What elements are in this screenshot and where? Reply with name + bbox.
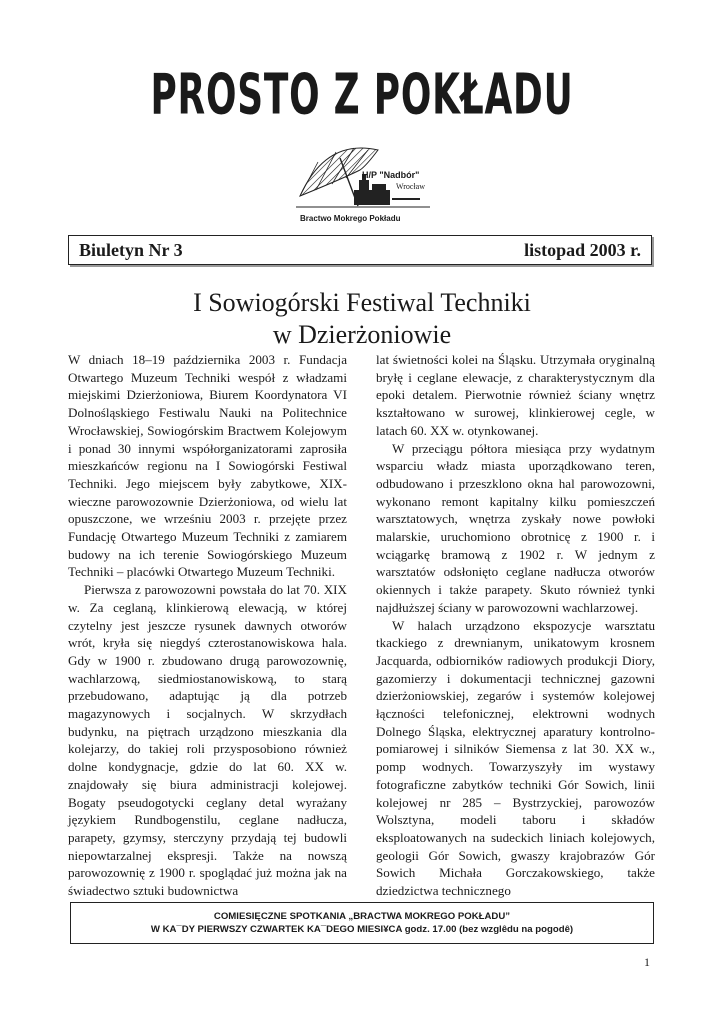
masthead-title: PROSTO Z POKŁADU [150,61,574,128]
issue-bar [68,235,652,265]
notice-line1: COMIESIĘCZNE SPOTKANIA „BRACTWA MOKREGO POKŁADU” [213,911,511,922]
issue-number: Biuletyn Nr 3 [79,239,183,260]
paragraph: Pierwsza z parowozowni powstała do lat 70. XIX w. Za ceglaną, klinkierową elewacją, w której czytelny jest jeszcze rysunek dawnych otworów wrót, kryła się niegdyś czterostanowiskowa hala. Gdy w 1900 r. zbudowano drugą parowozownię, wachlarzową, siedmiostanowiskową, to starą przebudowano, adaptując ją dla potrzeb magazynowych i socjalnych. W skrzydłach budynku, na piętrach urządzono mieszkania dla kolejarzy, do takiej roli przysposobiono również dolne kondygnacje, gdzie do lat 60. XX w. znajdowały się biura administracji kolejowej. Bogaty pseudogotycki ceglany detal wyrażany językiem Rundbogenstilu, ceglane nadłucza, parapety, gzymsy, sterczyny przydają tej budowli niepowtarzalnej ekspresji. Także na nowszą parowozownię z 1900 r. spoglądać już można jak na świadectwo sztuki budownictwa [68,582,347,899]
article-column-right [376,351,655,900]
meetings-notice [70,902,654,944]
issue-date: listopad 2003 r. [524,239,641,260]
article-title-line2: w Dzierżoniowie [272,320,452,349]
paragraph: W halach urządzono ekspozycje warsztatu tkackiego z drewnianym, unikatowym krosnem Jacquarda, odbiorników radiowych produkcji Diory, gazomierzy i dokumentacji technicznej gazowni dzierżoniowskiej, zegarów i systemów kolejowej łączności telefonicznej, elektrowni wodnych Dolnego Śląska, elektrycznej aparatury kontrolno-pomiarowej i silników Siemensa z lat 30. XX w., pomp wodnych. Towarzyszyły im wystawy fotograficzne zabytków techniki Gór Sowich, linii kolejowej nr 285 – Bystrzyckiej, parowozów Wolsztyna, modeli taboru i składów eksploatowanych na sudeckich liniach kolejowych, geologii Gór Sowich, gwaszy krajobrazów Gór Sowich Michała Gorczakowskiego, także dziedzictwa technicznego [376,617,655,899]
article-title-line1: I Sowiogórski Festiwal Techniki [193,288,531,317]
club-logo [296,144,436,226]
masthead [0,61,724,128]
brotherhood-name: Bractwo Mokrego Pokładu [300,214,401,223]
page-number: 1 [644,955,650,969]
paragraph: W dniach 18–19 października 2003 r. Fundacja Otwartego Muzeum Techniki wespół z władzami miejskimi Dzierżoniowa, Biurem Koordynatora VI Dolnośląskiego Festiwalu Nauki na Politechnice Wrocławskiej, Sowiogórskim Bractwem Kolejowym i ponad 30 innymi współorganizatorami zaprosiła mieszkańców regionu na I Sowiogórski Festiwal Techniki. Jego miejscem były zabytkowe, XIX-wieczne parowozownie Dzierżoniowa, od wielu lat opuszczone, we wrześniu 2003 r. przejęte przez Fundację Otwartego Muzeum Techniki z zamiarem budowy na ich terenie Sowiogórskiego Muzeum Techniki – placówki Otwartego Muzeum Techniki. [68,352,347,580]
paragraph: W przeciągu półtora miesiąca przy wydatnym wsparciu władz miasta uporządkowano teren, odbudowano i przeszklono okna hal parowozowni, wykonano remont kapitalny kilku pomieszczeń warsztatowych, wnętrza zyskały nowe powłoki malarskie, uruchomiono obrotnicę z 1900 r. i wciągarkę bramową z 1902 r. W jednym z warsztatów odsłonięto ceglane nadłucza otworów okiennych i także parapety. Skuto również tynki najdłuższej ściany w parowozowni wachlarzowej. [376,440,655,615]
club-name: H/P "Nadbór" [362,170,420,180]
club-city: Wrocław [396,182,425,191]
notice-line2: W KA¯DY PIERWSZY CZWARTEK KA¯DEGO MIESI¥CA godz. 17.00 (bez wzglêdu na pogodê) [150,924,574,935]
paragraph: lat świetności kolei na Śląsku. Utrzymała oryginalną bryłę i ceglane elewacje, z charakterystycznym dla epoki detalem. Pierwotnie również ściany wnętrz kształtowano w surowej, klinkierowej cegle, w latach 60. XX w. otynkowanej. [376,352,655,438]
article-column-left [68,351,347,900]
article-title [0,287,724,351]
